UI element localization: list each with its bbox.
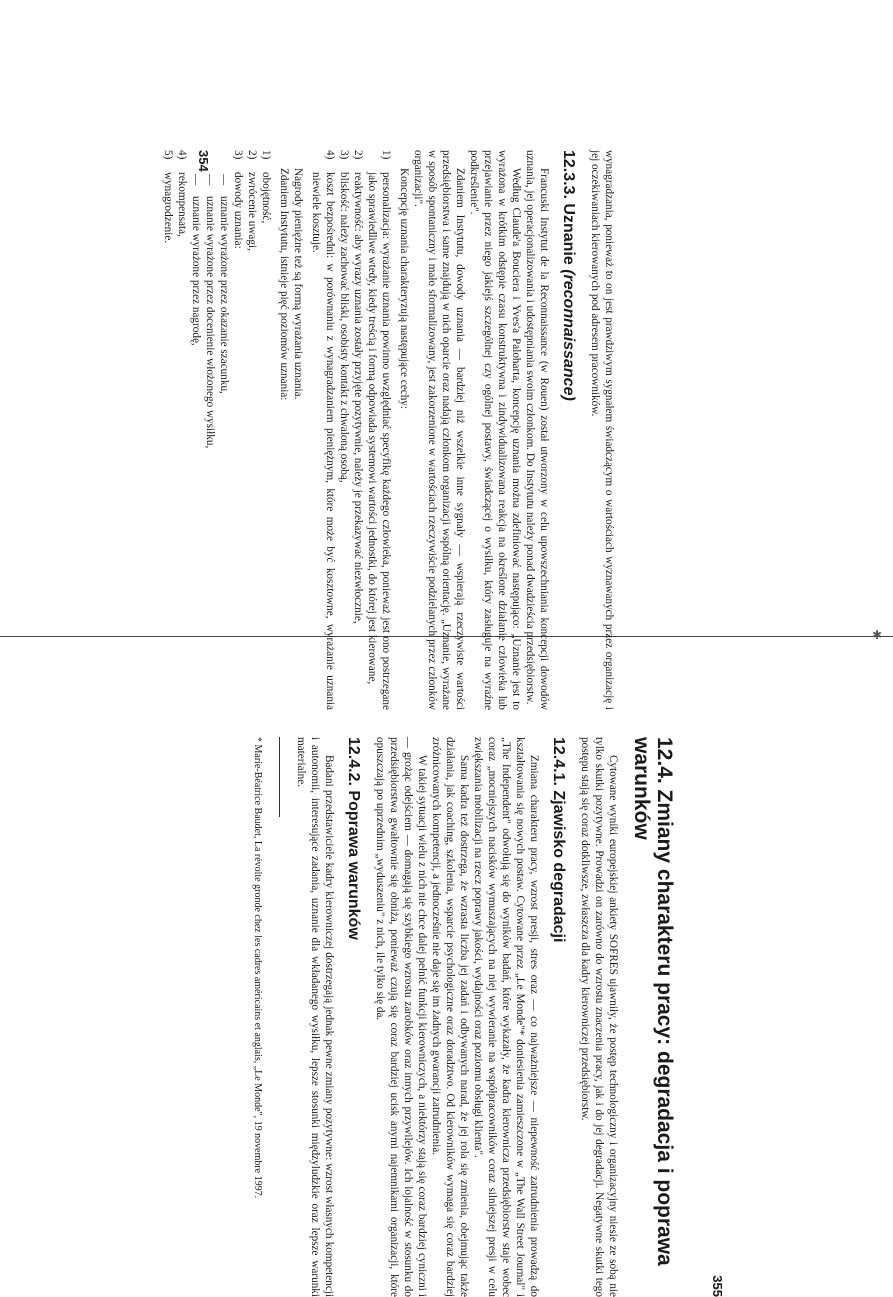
section-number: 12.4.2. (345, 737, 362, 786)
paragraph: Francuski Instytut de la Reconnaissance (w Rouen) został utworzony w celu upowszechniania koncepcji dowodów uznania, jej operacjonalizowania i udostępniania swoim członkom. Do Instytutu należy ponad dwadzieścia przedsiębiorstw. (524, 150, 550, 710)
list-item: 2) reaktywność: aby wyrazy uznania zostały przyjęte pozytywnie, należy je przekazywać niezwłocznie, (352, 150, 364, 624)
paragraph: Koncepcję uznania charakteryzują następujące cechy: (398, 168, 410, 410)
paragraph: Zdaniem Instytutu, istnieje pięć poziomów uznania: (278, 168, 290, 401)
section-heading-poprawa (344, 737, 363, 1297)
paragraph: Sama kadra też dostrzega, że wzrasta liczba jej zadań i odbywanych narad, że jej rola się zmienia, obejmując także działania, jak coaching, szkolenia, wsparcie psychologiczne oraz doradztwo. Od kierowników wymaga się coraz bardziej zróżnicowanych kompetencji, a jednocześnie nie daje się im żadnych gwarancji zatrudnienia. (430, 737, 470, 1297)
paragraph: Według Claude'a Bouciera i Yves'a Paloharta, koncepcję uznania można zdefiniować następująco: „Uznanie jest to wyrażona w krótkim odstępie czasu konstruktywna i zindywidualizowana reakcja na określone działanie człowieka lub przejawianie przez niego jakiejś szczególnej czy ogólnej postawy, świadczącej o wysiłku, który zasługuje na wyraźne podkreślenie". (468, 150, 522, 710)
section-title: Zjawisko degradacji (550, 790, 567, 943)
section-heading-uznanie (559, 150, 578, 710)
fold-mark-icon: ✱ (872, 628, 883, 642)
list-item: — uznanie wyrażone przez docenienie włożonego wysiłku, (204, 174, 216, 449)
section-title: Uznanie (560, 203, 577, 265)
paragraph: Nagrody pieniężne też są formą wyrażania uznania. (292, 168, 304, 400)
levels-list (161, 150, 273, 710)
list-item: 4) koszt bezpośredni: w porównaniu z wynagradzaniem pieniężnym, które może być kosztowne, wyrażanie uznania niewiele kosztuje. (310, 150, 336, 710)
right-page (252, 737, 725, 1297)
intro-paragraph: Cytowane wyniki europejskiej ankiety SOFRES ujawniły, że postęp technologiczny i organizacyjny niesie ze sobą nie tylko skutki pozytywne. Prowadzi on zarówno do wzrostu znaczenia pracy, jak i do jej degradacji. Negatywne skutki tego postępu stają się coraz dotkliwsze, zwłaszcza dla kadry kierowniczej przedsiębiorstw. (579, 737, 619, 1297)
list-item: 5) wynagrodzenie. (162, 150, 174, 244)
paragraph: Zmiana charakteru pracy, wzrost presji, stres oraz — co najważniejsze — niepewność zatrudnienia prowadzą do kształtowania się nowych postaw. Cytowane przez „Le Monde"* doniesienia zamieszczone w „The Wall Street Journal" i „The Independent" odwołują się do wyników badań, które wykazały, że kadra kierownicza przedsiębiorstw staje wobec coraz „mocniejszych nacisków wymuszających na niej wywieranie na współpracowników coraz silniejszej presji w celu zwiększania mobilizacji na rzecz poprawy jakości, wydajności oraz poziomu obsługi klienta". (472, 737, 540, 1297)
section-title-italic: (reconnaissance) (560, 269, 577, 401)
list-item: 4) rekompensata, (176, 150, 188, 237)
features-list (309, 150, 393, 710)
paragraph: W takiej sytuacji wielu z nich nie chce dalej pełnić funkcji kierowniczych, a niektórzy stają się coraz bardziej cyniczni i — grożąc odejściem — domagają się szybkiego wzrostu zarobków oraz innych przywilejów. Ich lojalność w stosunku do przedsiębiorstwa gwałtownie się obniża, ponieważ czują się coraz bardziej ucisk anymi najemnikami organizacji, które opuszczają po uprzednim „wyduszeniu" z nich, ile tylko się da. (374, 737, 428, 1297)
section-number: 12.4.1. (550, 737, 567, 786)
list-item: — uznanie wyrażone przez okazanie szacunku, (218, 174, 230, 394)
list-item: 3) bliskość: należy zachować bliski, osobisty kontakt z chwaloną osobą, (338, 150, 350, 483)
section-title: Poprawa warunków (345, 790, 362, 940)
left-page (162, 150, 616, 710)
paragraph: Zdaniem Instytutu, dowody uznania — bardziej niż wszelkie inne sygnały — wspierają rzeczywiste wartości przedsiębiorstwa i same znajdują w nich oparcie oraz nadają członkom organizacji wspólną orientację. „Uznanie, wyrażane w sposób spontaniczny i mało sformalizowany, jest zakorzenione w wartościach rzeczywiście podzielanych przez członków organizacji". (412, 150, 466, 710)
footnote: * Marie-Béatrice Baudet, La révolte gronde chez les cadres américains et anglais, „Le Monde", 19 novembre 1997. (252, 737, 263, 1199)
list-item: — uznanie wyrażone przez nagrodę, (190, 174, 202, 346)
footnote-rule (279, 737, 280, 817)
page-number: 355 (710, 1275, 725, 1297)
paragraph: Badani przedstawiciele kadry kierowniczej dostrzegają jednak pewne zmiany pozytywne: wzrost własnych kompetencji i autonomii, interesujące zadania, uznanie dla wkładanego wysiłku, lepsze stosunki międzyludzkie oraz lepsze warunki materialne. (295, 737, 335, 1297)
list-item: 1) obojętność, (260, 150, 272, 224)
list-item: 1) personalizacja: wyrażanie uznania powinno uwzględniać specyfikę każdego człowieka, ponieważ jest ono postrzegane jako sprawiedliwe wtedy, kiedy treścią i formą odpowiada systemowi wartości jednostki, do której jest kierowane, (366, 150, 392, 710)
intro-paragraph: wynagradzania, ponieważ to on jest prawdziwym sygnałem świadczącym o wartościach wyznawanych przez organizację i jej oczekiwaniach kierowanych pod adresem pracowników. (589, 150, 615, 710)
list-item: 3) dowody uznania: (232, 150, 244, 249)
section-heading-degradacja (549, 737, 568, 1297)
chapter-title: 12.4. Zmiany charakteru pracy: degradacja i poprawa warunków (630, 737, 676, 1266)
list-item: 2) zwrócenie uwagi, (246, 150, 258, 251)
section-number: 12.3.3. (560, 150, 577, 199)
page-number: 354 (196, 150, 211, 172)
